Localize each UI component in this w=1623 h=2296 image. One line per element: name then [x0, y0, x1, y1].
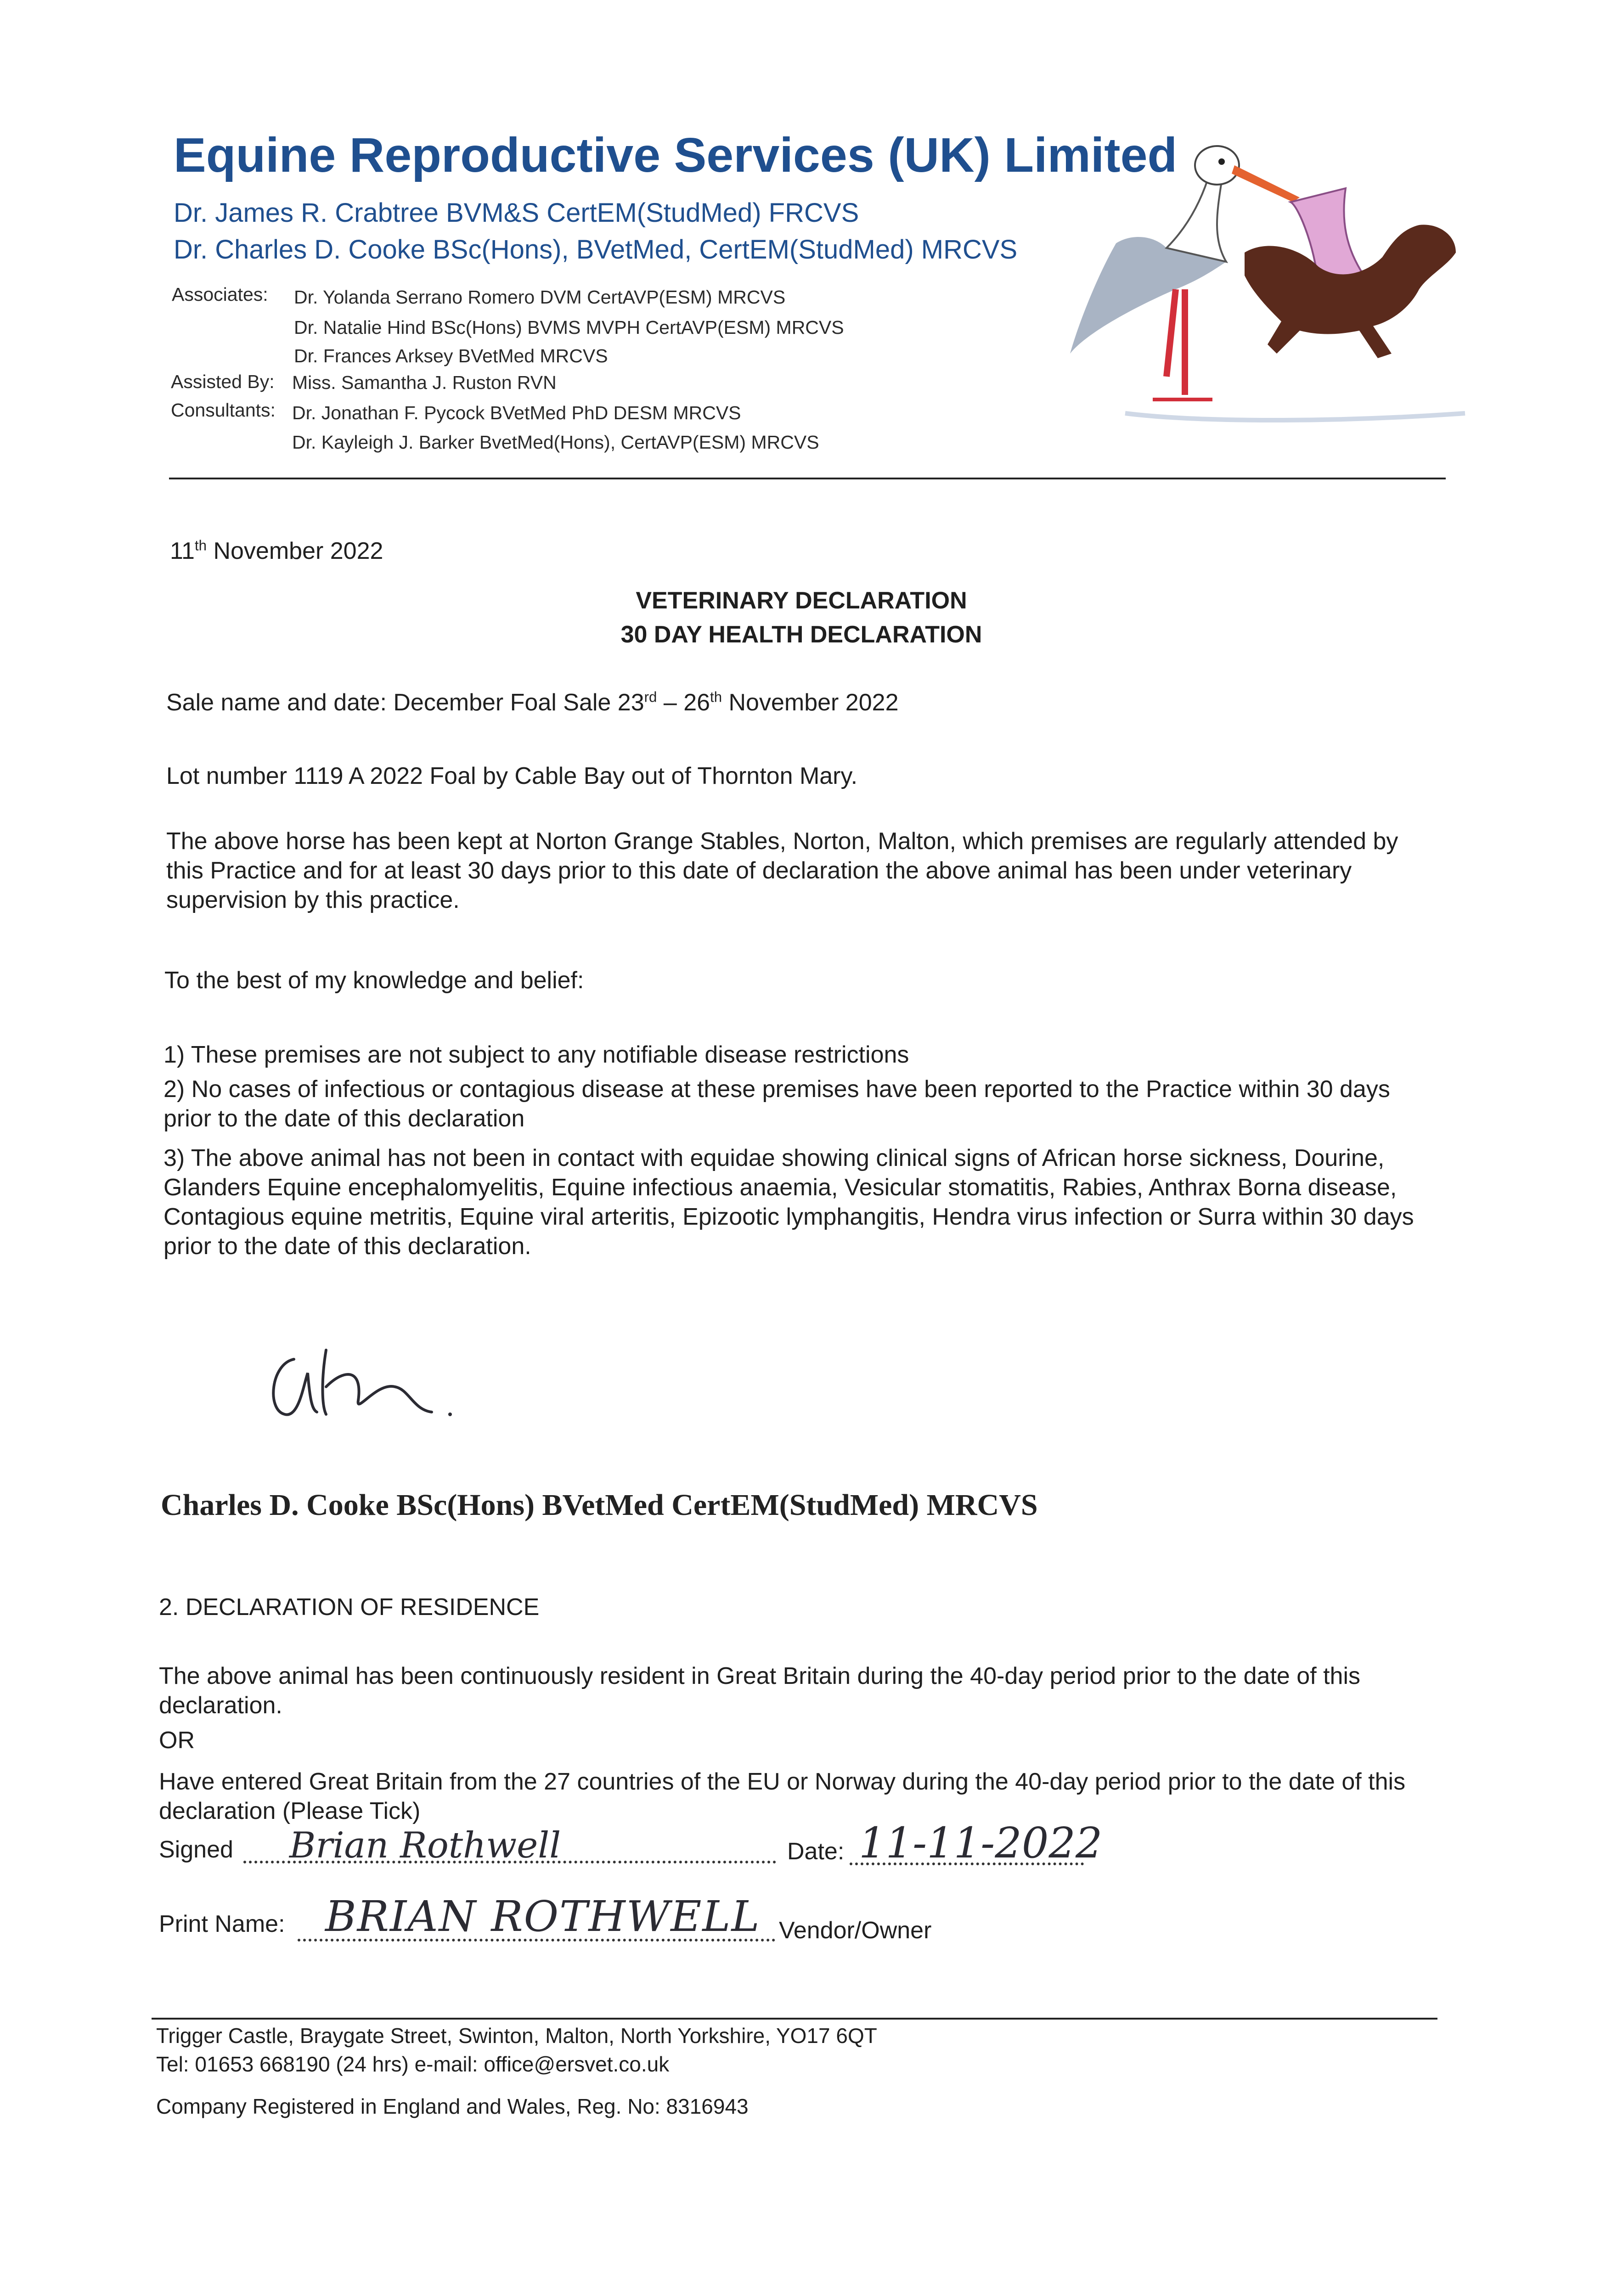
consultants-label: Consultants: — [171, 400, 276, 421]
lot-line: Lot number 1119 A 2022 Foal by Cable Bay out of Thornton Mary. — [166, 763, 858, 789]
premises-paragraph: The above horse has been kept at Norton Grange Stables, Norton, Malton, which premises are regularly attended by this Practice and for at least 30 days prior to this date of declaration the above animal has been under veterinary supervision by this practice. — [166, 828, 1398, 913]
date-suffix: th — [194, 537, 207, 554]
belief-line: To the best of my knowledge and belief: — [164, 967, 584, 994]
declaration-subtitle: 30 DAY HEALTH DECLARATION — [620, 621, 982, 648]
date-rest: November 2022 — [213, 538, 383, 564]
sale-sup-2: th — [710, 689, 722, 705]
point-1: 1) These premises are not subject to any notifiable disease restrictions — [163, 1041, 909, 1068]
footer-address: Trigger Castle, Braygate Street, Swinton, Malton, North Yorkshire, YO17 6QT — [156, 2024, 877, 2048]
date-day: 11 — [170, 538, 195, 564]
sale-suffix: November 2022 — [722, 689, 899, 716]
point-3: 3) The above animal has not been in contact with equidae showing clinical signs of African horse sickness, Dourine, Glanders Equine encephalomyelitis, Equine infectious anaemia, Vesicular stomatitis, Rabies, Anthrax Borna disease, Contagious equine metritis, Equine viral arteritis, Epizootic lymphangitis, Hendra virus infection or Surra within 30 days prior to the date of this declaration. — [163, 1145, 1414, 1260]
sale-sup-1: rd — [644, 689, 657, 705]
stork-carrying-foal-logo — [1061, 138, 1483, 450]
consultant-2: Dr. Kayleigh J. Barker BvetMed(Hons), CertAVP(ESM) MRCVS — [292, 432, 819, 453]
print-name-value: BRIAN ROTHWELL — [325, 1892, 761, 1941]
assisted-label: Assisted By: — [171, 371, 275, 392]
residence-para-1: The above animal has been continuously resident in Great Britain during the 40-day period prior to the date of this declaration. — [159, 1663, 1361, 1719]
point-2: 2) No cases of infectious or contagious disease at these premises have been reported to the Practice within 30 days prior to the date of this declaration — [163, 1076, 1390, 1132]
vet-name: Charles D. Cooke BSc(Hons) BVetMed CertEM(StudMed) MRCVS — [161, 1488, 1038, 1522]
date-value: 11-11-2022 — [859, 1818, 1103, 1868]
footer-contact: Tel: 01653 668190 (24 hrs) e-mail: office@ersvet.co.uk — [156, 2052, 670, 2076]
assisted-name: Miss. Samantha J. Ruston RVN — [292, 372, 557, 393]
doctor-line-1: Dr. James R. Crabtree BVM&S CertEM(StudMed) FRCVS — [174, 198, 859, 228]
sale-line — [166, 689, 899, 716]
company-name: Equine Reproductive Services (UK) Limited — [174, 128, 1178, 182]
signed-field[interactable] — [243, 1825, 776, 1866]
role-label: Vendor/Owner — [779, 1917, 932, 1944]
sale-prefix: Sale name and date: December Foal Sale 23 — [166, 689, 644, 716]
print-name-field[interactable] — [298, 1892, 775, 1941]
residence-para-2: Have entered Great Britain from the 27 countries of the EU or Norway during the 40-day period prior to the date of this declaration (Please Tick) — [159, 1768, 1406, 1824]
signed-value: Brian Rothwell — [289, 1825, 561, 1866]
associate-3: Dr. Frances Arksey BVetMed MRCVS — [294, 345, 608, 366]
declaration-title: VETERINARY DECLARATION — [636, 587, 967, 614]
date-label: Date: — [787, 1838, 845, 1865]
foal-icon — [1245, 225, 1456, 358]
associate-2: Dr. Natalie Hind BSc(Hons) BVMS MVPH CertAVP(ESM) MRCVS — [294, 317, 844, 338]
residence-heading: 2. DECLARATION OF RESIDENCE — [159, 1594, 540, 1621]
doctor-line-2: Dr. Charles D. Cooke BSc(Hons), BVetMed, CertEM(StudMed) MRCVS — [174, 235, 1018, 264]
signed-label: Signed — [159, 1836, 233, 1863]
associates-label: Associates: — [172, 284, 268, 305]
consultant-1: Dr. Jonathan F. Pycock BVetMed PhD DESM MRCVS — [292, 402, 741, 423]
vet-signature-scribble — [257, 1332, 468, 1437]
associate-1: Dr. Yolanda Serrano Romero DVM CertAVP(ESM) MRCVS — [294, 287, 786, 308]
letter-date — [170, 537, 383, 565]
footer-divider — [152, 2018, 1437, 2020]
print-name-label: Print Name: — [159, 1911, 285, 1937]
sale-mid: – 26 — [657, 689, 710, 716]
date-field[interactable] — [850, 1818, 1103, 1868]
residence-or: OR — [159, 1727, 195, 1754]
footer-registration: Company Registered in England and Wales, Reg. No: 8316943 — [156, 2094, 749, 2118]
header-divider — [169, 478, 1446, 479]
